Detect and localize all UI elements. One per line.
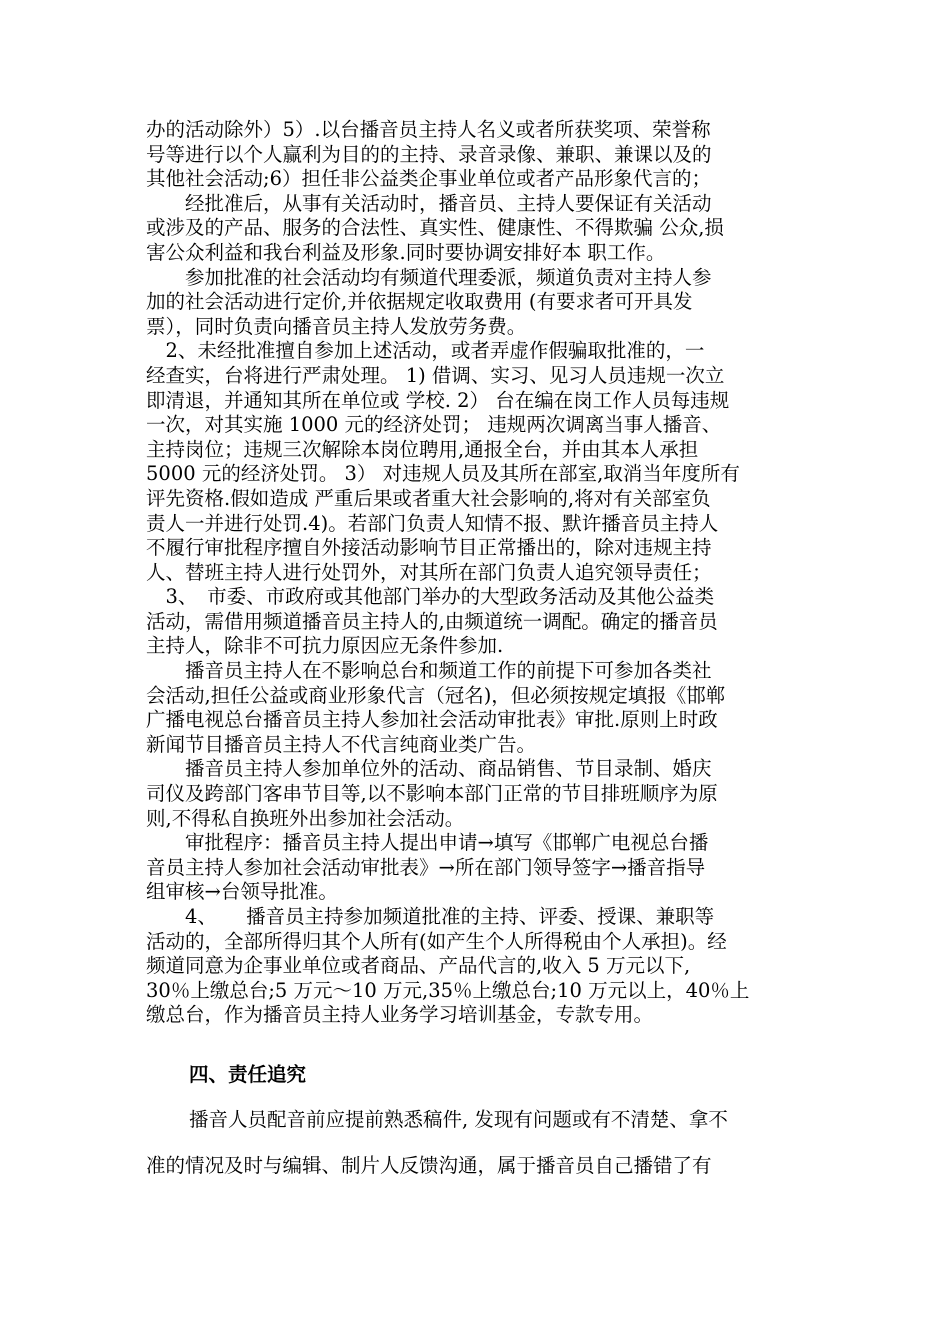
text-line: 活动，需借用频道播音员主持人的,由频道统一调配。确定的播音员 xyxy=(146,609,718,633)
text-line: 责人一并进行处罚.4)。若部门负责人知情不报、默许播音员主持人 xyxy=(146,511,719,535)
text-line: 音员主持人参加社会活动审批表》→所在部门领导签字→播音指导 xyxy=(146,855,706,879)
text-line: 缴总台，作为播音员主持人业务学习培训基金，专款专用。 xyxy=(146,1003,654,1027)
text-line: 主持人，除非不可抗力原因应无条件参加. xyxy=(146,634,504,658)
text-line: 2、未经批准擅自参加上述活动，或者弄虚作假骗取批准的，一 xyxy=(146,339,705,363)
body-text xyxy=(146,118,811,1028)
text-line: 号等进行以个人赢利为目的的主持、录音录像、兼职、兼课以及的 xyxy=(146,142,712,166)
text-line: 主持岗位；违规三次解除本岗位聘用,通报全台，并由其本人承担 xyxy=(146,437,699,461)
text-line: 即清退，并通知其所在单位或 学校. 2） 台在编在岗工作人员每违规 xyxy=(146,388,730,412)
text-line: 一次，对其实施 1000 元的经济处罚； 违规两次调离当事人播音、 xyxy=(146,413,722,437)
text-line: 或涉及的产品、服务的合法性、真实性、健康性、不得欺骗 公众,损 xyxy=(146,216,724,240)
text-line: 票），同时负责向播音员主持人发放劳务费。 xyxy=(146,314,527,338)
text-line: 则,不得私自换班外出参加社会活动。 xyxy=(146,806,465,830)
text-line: 不履行审批程序擅自外接活动影响节目正常播出的，除对违规主持 xyxy=(146,536,712,560)
text-line: 害公众利益和我台利益及形象.同时要协调安排好本 职工作。 xyxy=(146,240,666,264)
text-line: 经批准后，从事有关活动时，播音员、主持人要保证有关活动 xyxy=(146,191,712,215)
text-line: 广播电视总台播音员主持人参加社会活动审批表》审批.原则上时政 xyxy=(146,708,718,732)
text-line: 加的社会活动进行定价,并依据规定收取费用 (有要求者可开具发 xyxy=(146,290,693,314)
text-line: 频道同意为企事业单位或者商品、产品代言的,收入 5 万元以下, xyxy=(146,954,691,978)
text-line: 会活动,担任公益或商业形象代言（冠名)，但必须按规定填报《邯郸 xyxy=(146,683,726,707)
text-line: 办的活动除外）5）.以台播音员主持人名义或者所获奖项、荣誉称 xyxy=(146,118,711,141)
text-line: 司仪及跨部门客串节目等,以不影响本部门正常的节目排班顺序为原 xyxy=(146,782,718,806)
text-line: 30％上缴总台;5 万元～10 万元,35％上缴总台;10 万元以上，40％上 xyxy=(146,978,750,1002)
text-line: 5000 元的经济处罚。 3） 对违规人员及其所在部室,取消当年度所有 xyxy=(146,462,740,486)
text-line: 新闻节目播音员主持人不代言纯商业类广告。 xyxy=(146,732,537,756)
text-line: 4、 播音员主持参加频道批准的主持、评委、授课、兼职等 xyxy=(146,905,715,928)
text-line: 其他社会活动;6）担任非公益类企事业单位或者产品形象代言的； xyxy=(146,167,711,191)
text-line: 参加批准的社会活动均有频道代理委派，频道负责对主持人参 xyxy=(146,265,712,289)
text-line: 审批程序：播音员主持人提出申请→填写《邯郸广电视总台播 xyxy=(146,831,709,855)
text-line: 播音员主持人在不影响总台和频道工作的前提下可参加各类社 xyxy=(146,659,712,683)
text-line: 播音员主持人参加单位外的活动、商品销售、节目录制、婚庆 xyxy=(146,757,712,781)
tail-line: 准的情况及时与编辑、制片人反馈沟通，属于播音员自己播错了有 xyxy=(146,1154,712,1177)
tail-line: 播音人员配音前应提前熟悉稿件, 发现有问题或有不清楚、拿不 xyxy=(189,1108,728,1131)
section-heading: 四、责任追究 xyxy=(189,1063,307,1086)
text-line: 评先资格.假如造成 严重后果或者重大社会影响的,将对有关部室负 xyxy=(146,486,711,510)
text-line: 经查实，台将进行严肃处理。 1) 借调、实习、见习人员违规一次立 xyxy=(146,363,725,387)
text-line: 人、替班主持人进行处罚外，对其所在部门负责人追究领导责任； xyxy=(146,560,712,584)
text-line: 3、 市委、市政府或其他部门举办的大型政务活动及其他公益类 xyxy=(146,585,715,609)
text-line: 活动的，全部所得归其个人所有(如产生个人所得税由个人承担)。经 xyxy=(146,929,727,953)
text-line: 组审核→台领导批准。 xyxy=(146,880,338,904)
